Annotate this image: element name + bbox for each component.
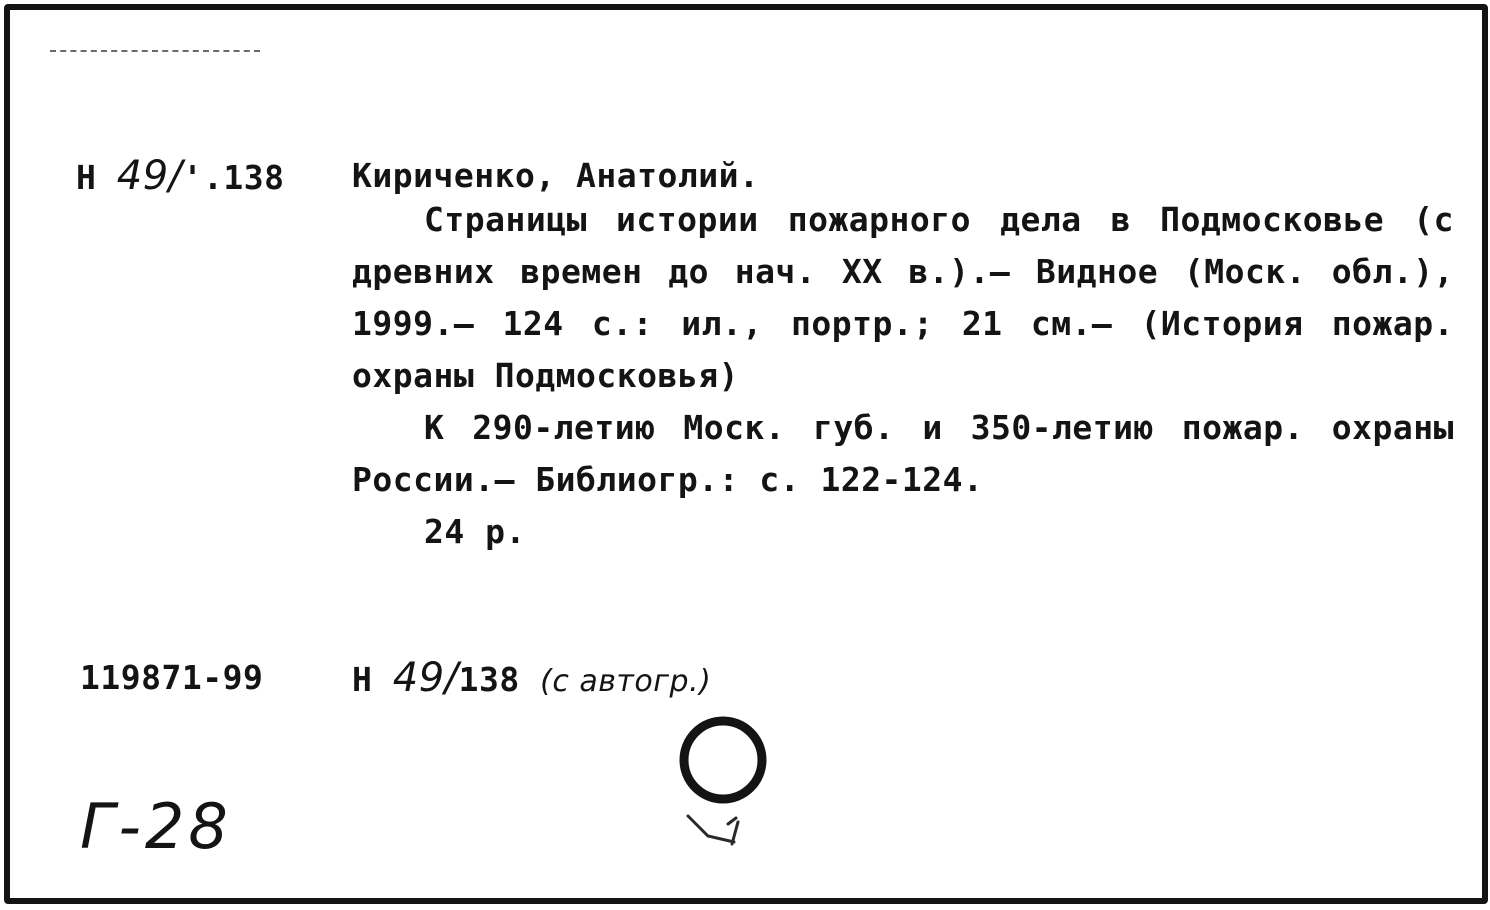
punch-hole-icon <box>674 714 774 864</box>
second-shelfmark <box>352 652 711 708</box>
description-paragraph-title: Страницы истории пожарного дела в Подмосковье (с древних времен до нач. XX в.).– Видное (Моск. обл.), 1999.– 124 с.: ил., портр.; 21 см.– (История пожар. охраны Подмосковья) <box>352 200 1454 395</box>
second-shelfmark-suffix: 138 <box>458 660 520 699</box>
call-number-suffix: '.138 <box>182 158 285 197</box>
autograph-note: (с автогр.) <box>540 664 712 699</box>
second-shelfmark-prefix: Н <box>352 660 373 699</box>
handwritten-index: Г-28 <box>80 790 232 863</box>
call-number-handwritten: 49/ <box>116 153 183 199</box>
call-number <box>76 150 284 204</box>
inventory-number: 119871-99 <box>80 658 264 697</box>
call-number-prefix: Н <box>76 158 97 197</box>
description <box>352 194 1454 558</box>
top-rule <box>50 50 260 52</box>
description-paragraph-note: К 290-летию Моск. губ. и 350-летию пожар. охраны России.– Библиогр.: с. 122-124. <box>352 408 1454 499</box>
description-paragraph-price: 24 р. <box>424 512 526 551</box>
second-shelfmark-handwritten: 49/ <box>392 655 459 701</box>
heading: Кириченко, Анатолий. <box>352 156 760 195</box>
